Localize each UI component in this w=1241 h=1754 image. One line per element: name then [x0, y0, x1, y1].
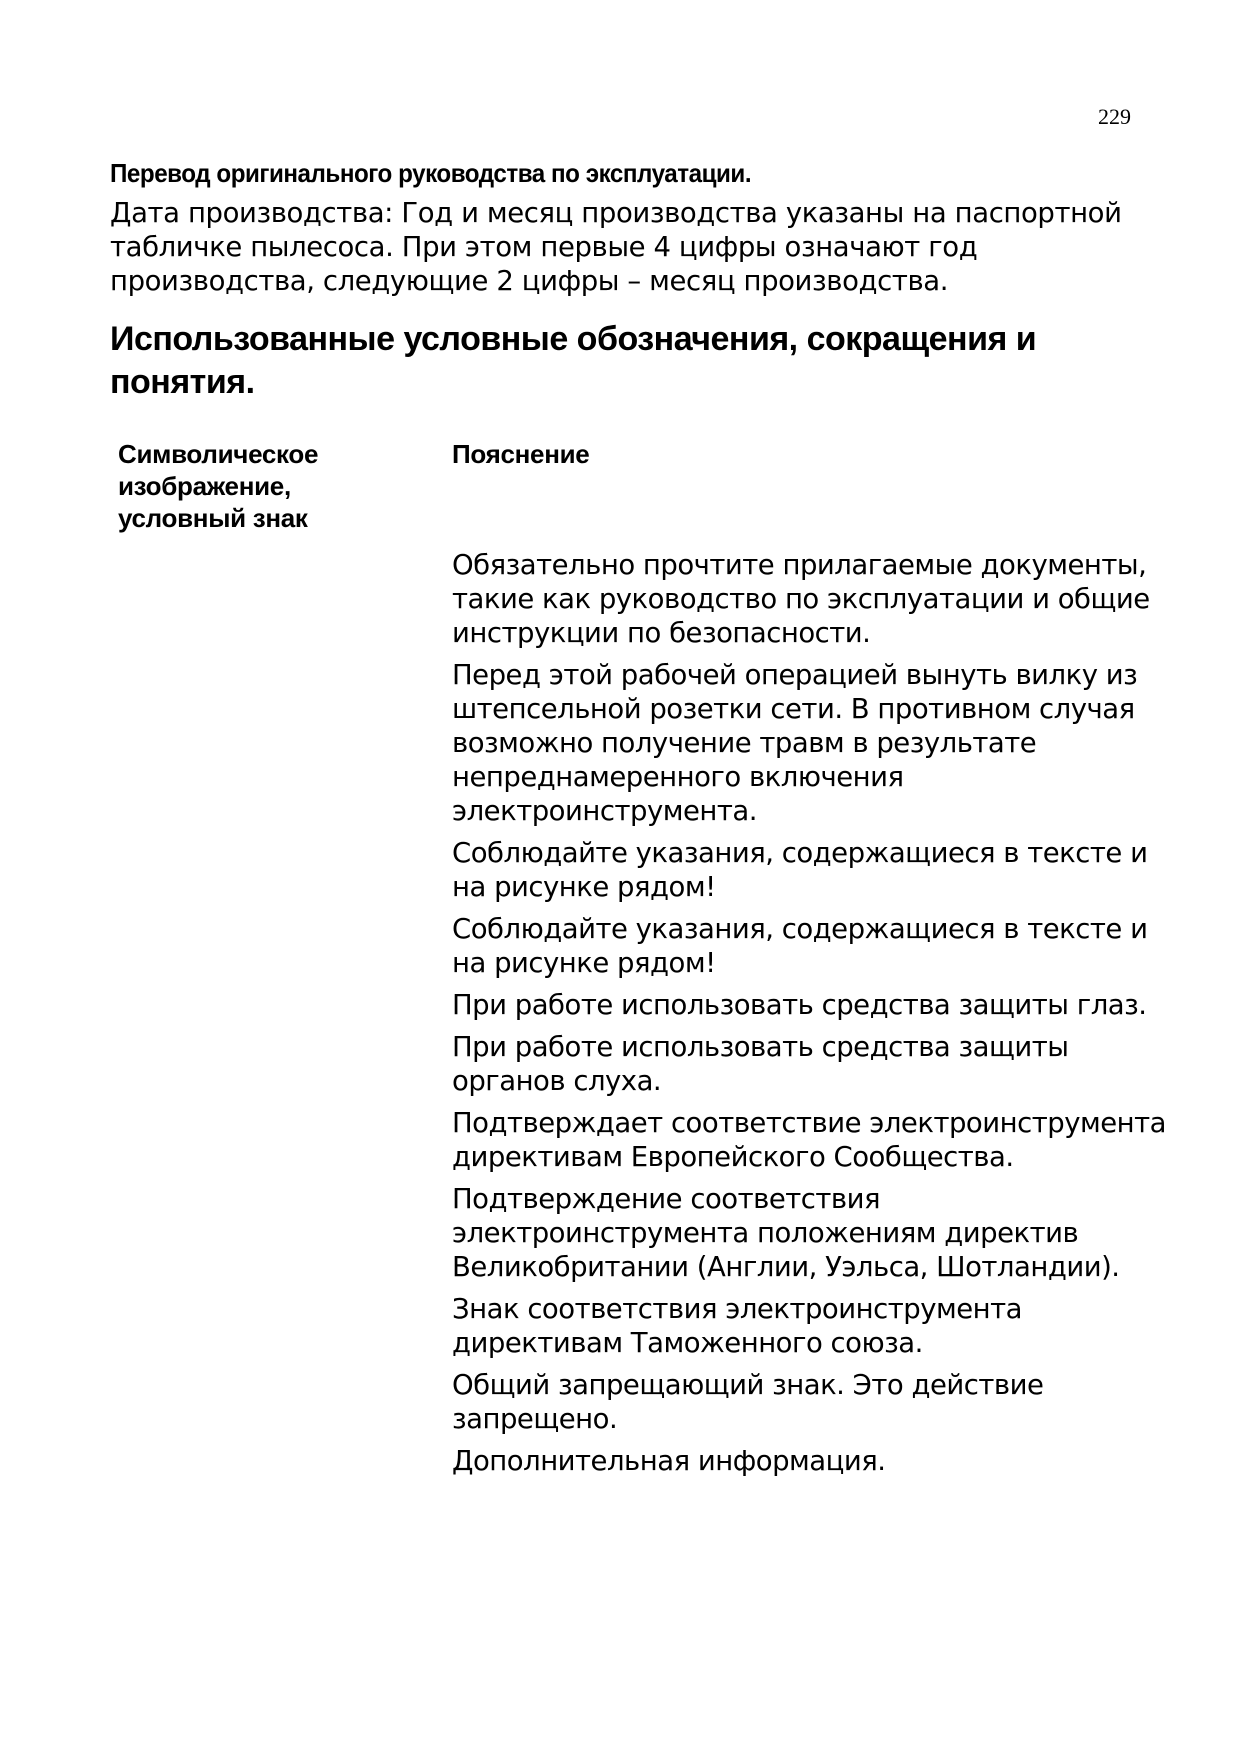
- explanation-entry: Подтверждает соответствие электроинструмента директивам Европейского Сообщества.: [452, 1107, 1166, 1173]
- section-title: Использованные условные обозначения, сокращения и понятия.: [110, 320, 1037, 401]
- explanation-entry: Дополнительная информация.: [452, 1445, 886, 1477]
- explanation-entry: Общий запрещающий знак. Это действие запрещено.: [452, 1369, 1044, 1435]
- explanation-entry: Соблюдайте указания, содержащиеся в тексте и на рисунке рядом!: [452, 837, 1148, 903]
- explanation-entry: Подтверждение соответствия электроинструмента положениям директив Великобритании (Англии, Уэльса, Шотландии).: [452, 1183, 1120, 1283]
- page-number: 229: [1098, 104, 1131, 129]
- explanation-entry: Перед этой рабочей операцией вынуть вилку из штепсельной розетки сети. В противном случая возможно получение травм в результате непреднамеренного включения электроинструмента.: [452, 659, 1138, 827]
- explanation-entry: Знак соответствия электроинструмента директивам Таможенного союза.: [452, 1293, 1022, 1359]
- explanation-entry: При работе использовать средства защиты органов слуха.: [452, 1031, 1069, 1097]
- column-header-explanation: Пояснение: [452, 439, 590, 469]
- explanation-entry: Обязательно прочтите прилагаемые документы, такие как руководство по эксплуатации и общие инструкции по безопасности.: [452, 549, 1150, 649]
- explanation-list: [452, 548, 1172, 1486]
- document-title: Перевод оригинального руководства по эксплуатации.: [110, 158, 752, 188]
- explanation-entry: При работе использовать средства защиты глаз.: [452, 989, 1147, 1021]
- column-header-symbol: Символическое изображение, условный знак: [118, 439, 319, 533]
- explanation-entry: Соблюдайте указания, содержащиеся в тексте и на рисунке рядом!: [452, 913, 1148, 979]
- production-date-paragraph: Дата производства: Год и месяц производства указаны на паспортной табличке пылесоса. При этом первые 4 цифры означают год производства, следующие 2 цифры – месяц производства.: [110, 197, 1122, 297]
